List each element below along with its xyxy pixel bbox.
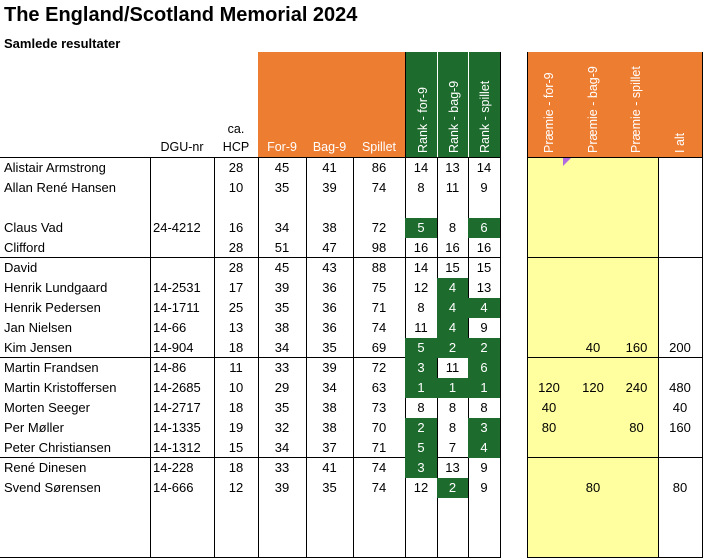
rank-bag9: 16 <box>445 240 460 255</box>
rank-bag9: 4 <box>437 318 468 338</box>
prize-for9 <box>527 278 571 298</box>
for9-score: 32 <box>274 420 290 435</box>
table-row <box>0 178 703 198</box>
bag9-score: 36 <box>322 280 337 295</box>
table-row <box>0 158 703 178</box>
prize-for9 <box>527 438 571 458</box>
header-for9: For-9 <box>267 140 297 154</box>
rank-spillet: 13 <box>476 280 492 295</box>
prize-spillet <box>615 358 658 378</box>
rank-spillet: 9 <box>480 180 488 195</box>
page-title: The England/Scotland Memorial 2024 <box>4 4 358 26</box>
prize-bag9 <box>571 178 615 198</box>
dgu-number <box>150 178 214 198</box>
prize-bag9 <box>571 278 615 298</box>
prize-total <box>658 358 702 378</box>
prize-for9 <box>527 358 571 378</box>
for9-score: 34 <box>274 440 290 455</box>
table-row <box>0 378 703 398</box>
prize-total <box>658 458 702 478</box>
bag9-score: 38 <box>322 400 337 415</box>
prize-for9 <box>527 338 571 358</box>
rank-for9: 5 <box>405 218 437 238</box>
dgu-number: 14-1335 <box>153 420 201 435</box>
rank-for9: 8 <box>417 300 425 315</box>
for9-score: 51 <box>274 240 290 255</box>
hcp-value: 25 <box>228 300 244 315</box>
prize-bag9 <box>571 218 615 238</box>
rank-bag9: 8 <box>448 400 457 415</box>
prize-spillet <box>615 318 658 338</box>
for9-score: 33 <box>274 460 290 475</box>
player-name: Kim Jensen <box>4 340 72 355</box>
for9-score: 45 <box>274 160 290 175</box>
dgu-number: 14-2717 <box>153 400 201 415</box>
total-score: 74 <box>371 320 387 335</box>
rank-for9: 3 <box>405 458 437 478</box>
hcp-value: 18 <box>228 340 244 355</box>
prize-total <box>658 218 702 238</box>
dgu-number <box>150 158 214 178</box>
dgu-number <box>150 258 214 278</box>
prize-total <box>658 298 702 318</box>
prize-total: 40 <box>672 400 688 415</box>
for9-score: 33 <box>274 360 290 375</box>
rank-spillet: 16 <box>476 240 492 255</box>
table-row <box>0 298 703 318</box>
table-row <box>0 338 703 358</box>
rank-spillet: 9 <box>480 320 488 335</box>
total-score: 74 <box>371 460 387 475</box>
bag9-score: 41 <box>322 460 337 475</box>
table-row <box>0 318 703 338</box>
prize-for9 <box>527 458 571 478</box>
rank-bag9: 1 <box>437 378 468 398</box>
hcp-value: 17 <box>228 280 244 295</box>
player-name: Alistair Armstrong <box>4 160 106 175</box>
prize-total: 160 <box>669 420 691 435</box>
hcp-value: 13 <box>228 320 244 335</box>
hcp-value: 18 <box>228 400 244 415</box>
prize-for9 <box>527 298 571 318</box>
prize-total <box>658 158 702 178</box>
prize-total <box>658 258 702 278</box>
dgu-number: 14-1312 <box>153 440 201 455</box>
header-bag9: Bag-9 <box>312 140 347 154</box>
prize-total: 200 <box>669 340 691 355</box>
table-row <box>0 418 703 438</box>
prize-bag9: 120 <box>582 380 604 395</box>
player-name: Clifford <box>4 240 45 255</box>
bag9-score: 39 <box>322 180 337 195</box>
rank-spillet: 3 <box>468 418 500 438</box>
prize-for9 <box>527 218 571 238</box>
prize-total <box>658 178 702 198</box>
dgu-number <box>150 238 214 258</box>
rank-for9: 16 <box>413 240 429 255</box>
prize-spillet <box>615 298 658 318</box>
prize-total <box>658 318 702 338</box>
prize-total <box>658 438 702 458</box>
total-score: 86 <box>371 160 387 175</box>
rank-for9: 14 <box>413 260 429 275</box>
bag9-score: 37 <box>322 440 337 455</box>
prize-spillet <box>615 478 658 498</box>
player-name: Morten Seeger <box>4 400 90 415</box>
hcp-value: 12 <box>228 480 244 495</box>
table-row <box>0 478 703 498</box>
table-row <box>0 438 703 458</box>
hcp-value: 28 <box>228 260 244 275</box>
table-row <box>0 258 703 278</box>
prize-for9 <box>527 258 571 278</box>
header-praemie-for9: Præmie - for-9 <box>542 72 556 153</box>
prize-for9: 120 <box>538 380 560 395</box>
rank-for9: 8 <box>417 400 425 415</box>
table-row <box>0 238 703 258</box>
dgu-number: 24-4212 <box>153 220 201 235</box>
rank-bag9: 2 <box>437 338 468 358</box>
rank-bag9: 11 <box>445 360 460 375</box>
rank-spillet: 4 <box>468 438 500 458</box>
player-name: Allan René Hansen <box>4 180 117 195</box>
rank-bag9: 2 <box>437 478 468 498</box>
total-score: 75 <box>371 280 387 295</box>
total-score: 63 <box>371 380 387 395</box>
rank-spillet: 15 <box>476 260 492 275</box>
dgu-number: 14-228 <box>153 460 194 475</box>
prize-bag9 <box>571 398 615 418</box>
bag9-score: 36 <box>322 320 337 335</box>
for9-score: 38 <box>274 320 290 335</box>
player-name: René Dinesen <box>4 460 87 475</box>
prize-for9 <box>527 238 571 258</box>
header-praemie-bag9: Præmie - bag-9 <box>586 66 600 153</box>
rank-bag9: 8 <box>448 220 457 235</box>
prize-bag9 <box>571 258 615 278</box>
hcp-value: 15 <box>228 440 244 455</box>
hcp-value: 10 <box>228 380 244 395</box>
prize-bag9: 80 <box>585 480 601 495</box>
player-name: Martin Frandsen <box>4 360 99 375</box>
rank-spillet: 6 <box>468 358 500 378</box>
bag9-score: 41 <box>322 160 337 175</box>
hcp-value: 28 <box>228 160 244 175</box>
total-score: 72 <box>371 360 387 375</box>
for9-score: 35 <box>274 400 290 415</box>
dgu-number: 14-2531 <box>153 280 201 295</box>
prize-bag9 <box>571 358 615 378</box>
header-rank-spillet: Rank - spillet <box>478 80 492 153</box>
prize-total <box>658 278 702 298</box>
for9-score: 45 <box>274 260 290 275</box>
rank-bag9: 13 <box>445 460 460 475</box>
hcp-value: 10 <box>228 180 244 195</box>
rank-for9: 3 <box>405 358 437 378</box>
dgu-number: 14-66 <box>153 320 187 335</box>
prize-for9: 40 <box>541 400 557 415</box>
hcp-value: 18 <box>228 460 244 475</box>
dgu-number: 14-1711 <box>153 300 200 315</box>
total-score: 70 <box>371 420 387 435</box>
bag9-score: 38 <box>322 220 337 235</box>
rank-bag9: 8 <box>448 420 457 435</box>
header-spillet: Spillet <box>361 140 397 154</box>
rank-for9: 5 <box>405 338 437 358</box>
prize-spillet <box>615 398 658 418</box>
prize-spillet: 160 <box>625 340 648 355</box>
for9-score: 35 <box>274 180 290 195</box>
dgu-number: 14-904 <box>153 340 194 355</box>
hcp-value: 19 <box>228 420 244 435</box>
total-score: 71 <box>371 440 387 455</box>
header-dgu: DGU-nr <box>160 140 204 154</box>
prize-bag9 <box>571 418 615 438</box>
rank-spillet: 14 <box>476 160 492 175</box>
bag9-score: 35 <box>322 340 337 355</box>
rank-for9: 1 <box>405 378 437 398</box>
bag9-score: 47 <box>322 240 337 255</box>
total-score: 74 <box>371 180 387 195</box>
prize-bag9 <box>571 298 615 318</box>
rank-spillet: 9 <box>480 460 488 475</box>
bag9-score: 36 <box>322 300 337 315</box>
prize-for9 <box>527 318 571 338</box>
bag9-score: 38 <box>322 420 337 435</box>
rank-bag9: 4 <box>437 278 468 298</box>
prize-for9: 80 <box>541 420 557 435</box>
for9-score: 39 <box>274 280 290 295</box>
total-score: 74 <box>371 480 387 495</box>
prize-bag9 <box>571 458 615 478</box>
prize-spillet <box>615 238 658 258</box>
prize-bag9 <box>571 158 615 178</box>
bag9-score: 39 <box>322 360 337 375</box>
player-name: Henrik Lundgaard <box>4 280 108 295</box>
for9-score: 34 <box>274 340 290 355</box>
header-hcp-line2: HCP <box>222 140 250 154</box>
prize-spillet <box>615 258 658 278</box>
prize-for9 <box>527 478 571 498</box>
player-name: Martin Kristoffersen <box>4 380 117 395</box>
hcp-value: 11 <box>229 360 243 375</box>
rank-for9: 8 <box>417 180 425 195</box>
for9-score: 34 <box>274 220 290 235</box>
rank-spillet: 1 <box>468 378 500 398</box>
rank-bag9: 4 <box>437 298 468 318</box>
table-row <box>0 398 703 418</box>
header-hcp-line1: ca. <box>227 122 245 136</box>
prize-bag9: 40 <box>585 340 601 355</box>
prize-total: 480 <box>669 380 691 395</box>
for9-score: 29 <box>274 380 290 395</box>
header-i-alt: I alt <box>673 132 687 153</box>
bag9-score: 35 <box>322 480 337 495</box>
dgu-number: 14-2685 <box>153 380 201 395</box>
player-name: Claus Vad <box>4 220 64 235</box>
player-name: Jan Nielsen <box>4 320 72 335</box>
player-name: Per Møller <box>4 420 64 435</box>
rank-bag9: 15 <box>445 260 460 275</box>
prize-spillet <box>615 278 658 298</box>
total-score: 88 <box>371 260 387 275</box>
hcp-value: 16 <box>228 220 244 235</box>
prize-for9 <box>527 178 571 198</box>
rank-spillet: 6 <box>468 218 500 238</box>
rank-spillet: 9 <box>480 480 488 495</box>
total-score: 72 <box>371 220 387 235</box>
player-name: Peter Christiansen <box>4 440 111 455</box>
rank-spillet: 2 <box>468 338 500 358</box>
player-name: David <box>4 260 38 275</box>
rank-for9: 2 <box>405 418 437 438</box>
prize-bag9 <box>571 238 615 258</box>
page-subtitle: Samlede resultater <box>4 36 121 51</box>
header-rank-bag9: Rank - bag-9 <box>447 80 461 153</box>
rank-for9: 14 <box>413 160 429 175</box>
prize-total: 80 <box>672 480 688 495</box>
prize-for9 <box>527 158 571 178</box>
for9-score: 39 <box>274 480 290 495</box>
total-score: 71 <box>371 300 387 315</box>
header-praemie-spillet: Præmie - spillet <box>629 66 643 153</box>
bag9-score: 43 <box>322 260 337 275</box>
rank-bag9: 11 <box>445 180 460 195</box>
dgu-number: 14-666 <box>153 480 194 495</box>
prize-spillet: 240 <box>625 380 648 395</box>
rank-bag9: 13 <box>445 160 460 175</box>
prize-spillet <box>615 178 658 198</box>
header-rank-for9: Rank - for-9 <box>416 87 430 153</box>
total-score: 73 <box>371 400 387 415</box>
table-row <box>0 218 703 238</box>
prize-spillet: 80 <box>629 420 644 435</box>
table-row <box>0 458 703 478</box>
total-score: 69 <box>371 340 387 355</box>
bag9-score: 34 <box>322 380 337 395</box>
prize-spillet <box>615 218 658 238</box>
prize-bag9 <box>571 318 615 338</box>
rank-for9: 5 <box>405 438 437 458</box>
prize-spillet <box>615 458 658 478</box>
dgu-number: 14-86 <box>153 360 187 375</box>
total-score: 98 <box>371 240 387 255</box>
rank-for9: 11 <box>414 320 428 335</box>
table-row <box>0 278 703 298</box>
prize-bag9 <box>571 438 615 458</box>
rank-for9: 12 <box>413 280 429 295</box>
table-row <box>0 358 703 378</box>
prize-spillet <box>615 438 658 458</box>
rank-for9: 12 <box>413 480 429 495</box>
for9-score: 35 <box>274 300 290 315</box>
prize-spillet <box>615 158 658 178</box>
player-name: Svend Sørensen <box>4 480 101 495</box>
rank-spillet: 8 <box>480 400 488 415</box>
player-name: Henrik Pedersen <box>4 300 101 315</box>
rank-spillet: 4 <box>468 298 500 318</box>
hcp-value: 28 <box>228 240 244 255</box>
prize-total <box>658 238 702 258</box>
rank-bag9: 7 <box>448 440 457 455</box>
